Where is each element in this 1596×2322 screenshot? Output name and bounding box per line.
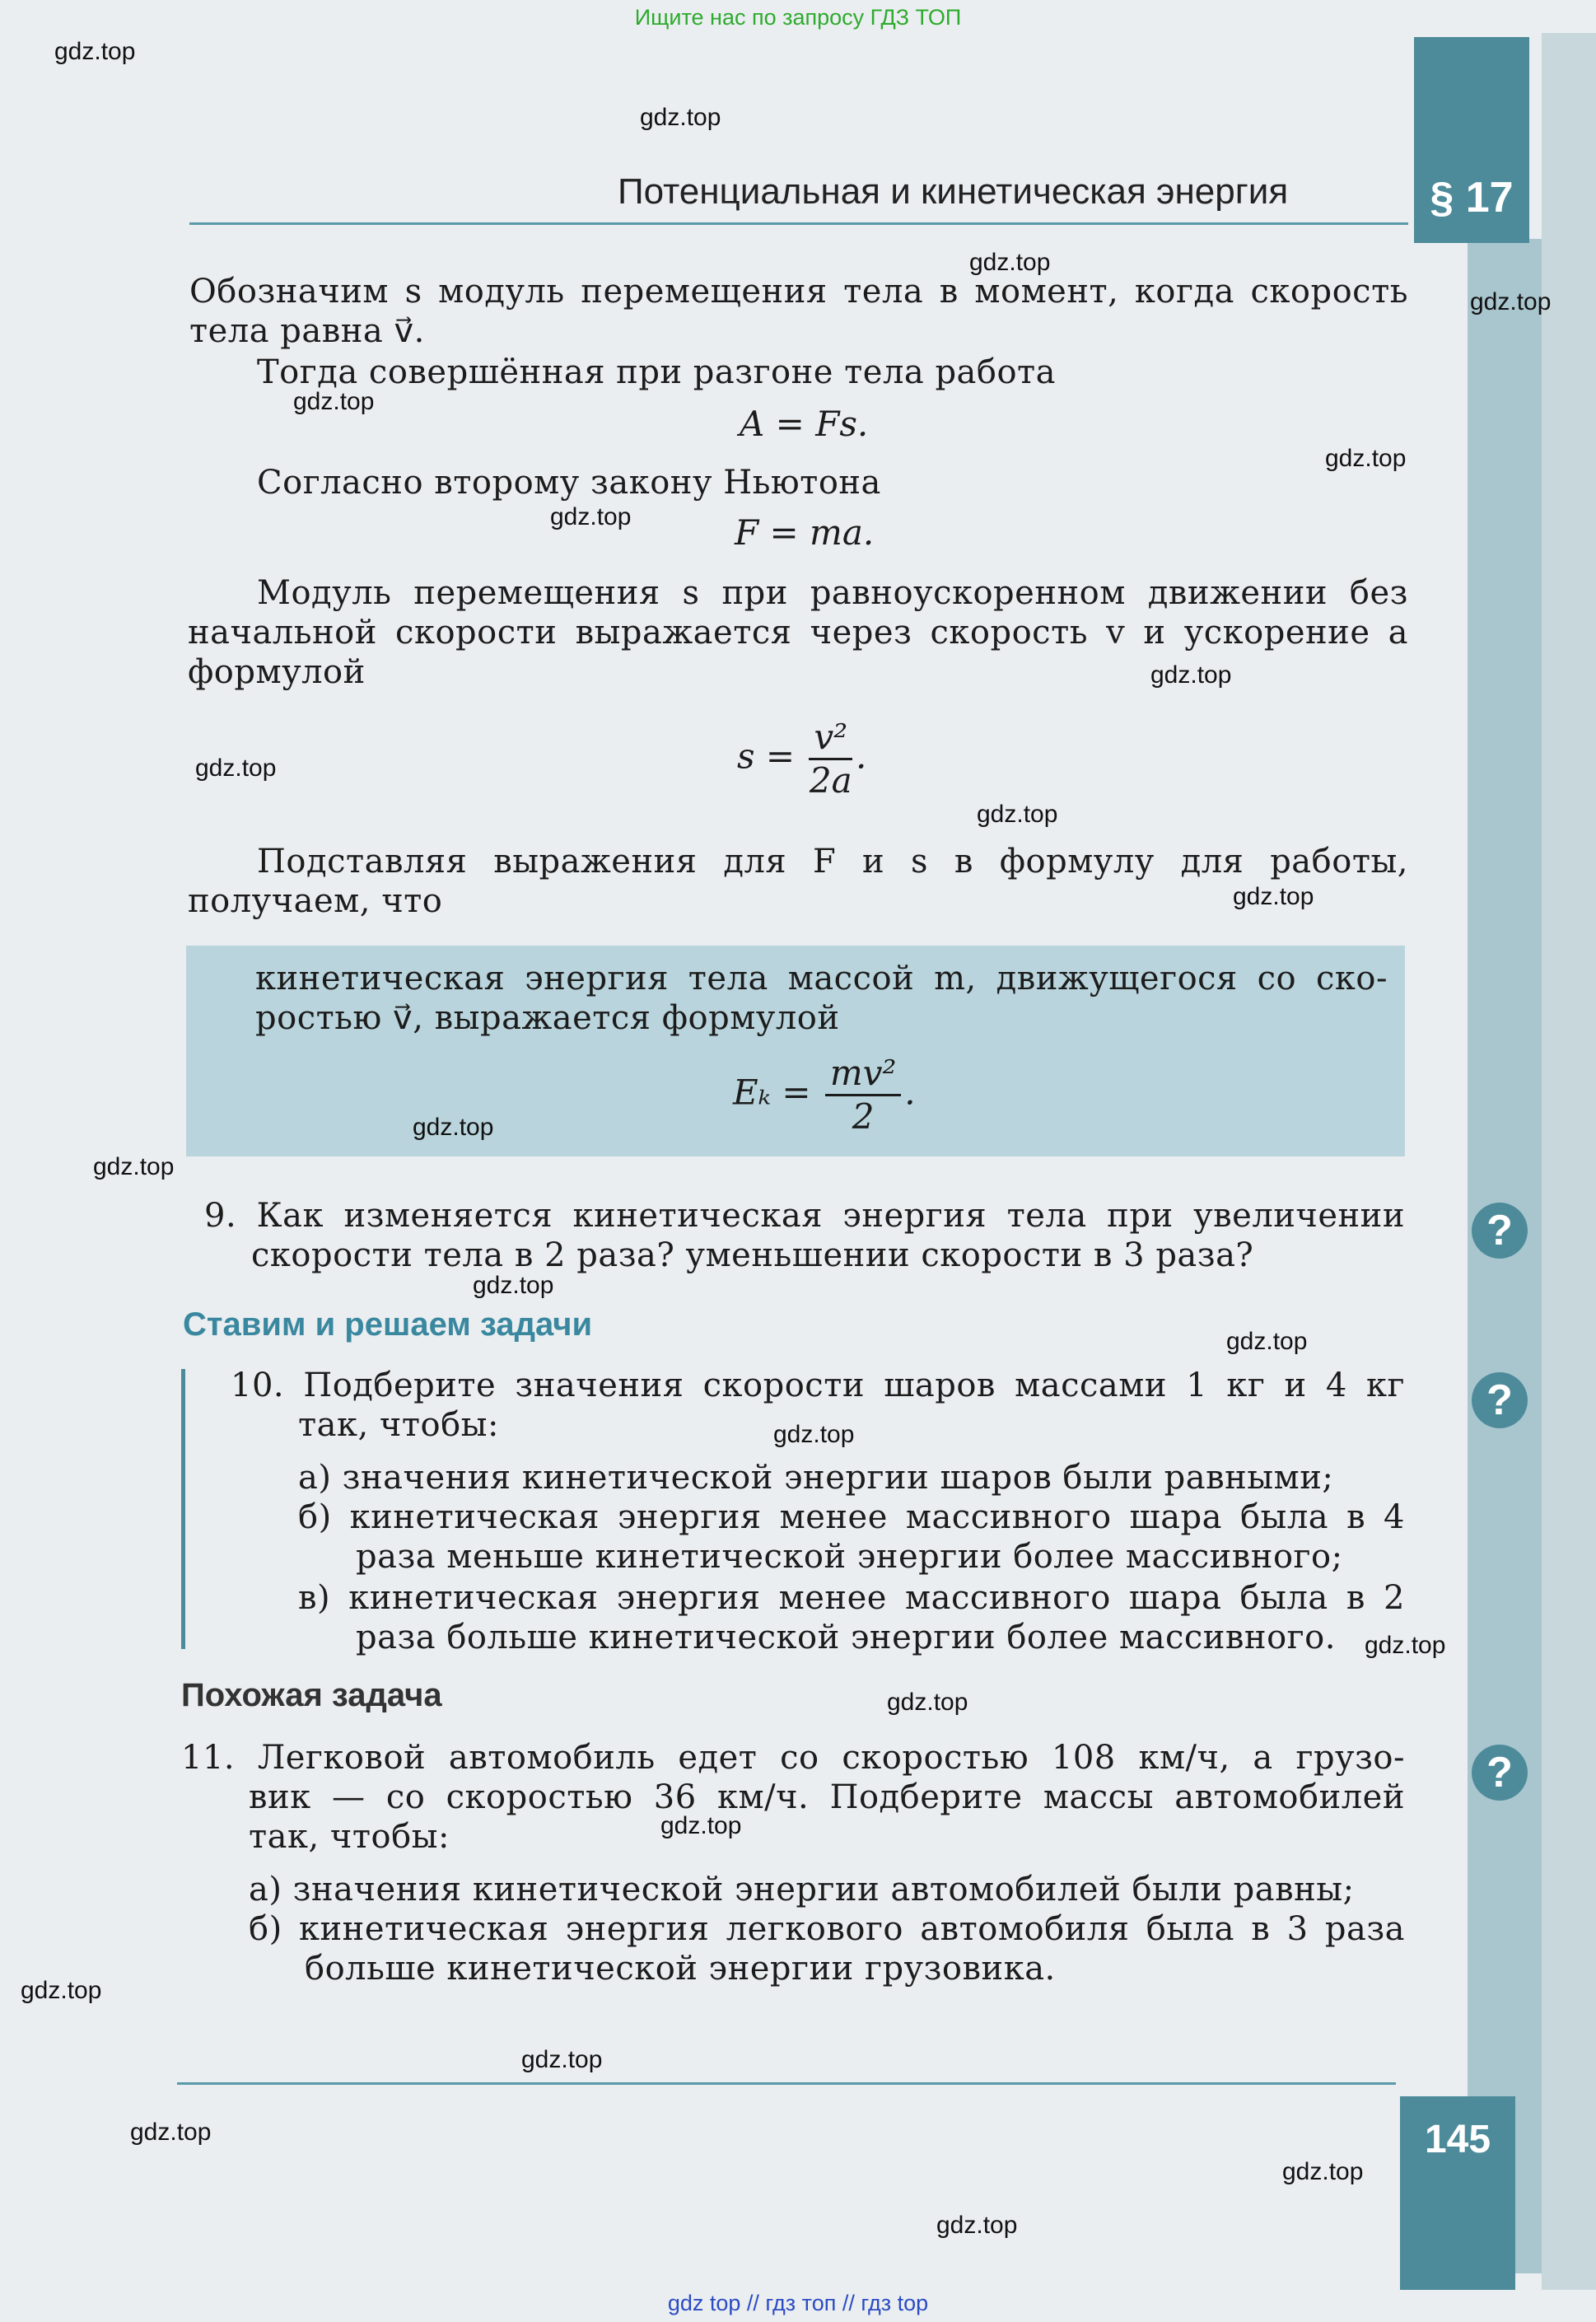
page-number: 145 — [1424, 2118, 1491, 2161]
paragraph-5-line-2: получаем, что — [188, 882, 443, 920]
formula-kinetic-numerator: mv² — [825, 1053, 901, 1096]
watermark: gdz.top — [1233, 883, 1314, 910]
watermark: gdz.top — [1150, 661, 1232, 689]
definition-line-2: ростью v⃗, выражается формулой — [255, 999, 840, 1037]
watermark: gdz.top — [936, 2212, 1018, 2239]
formula-displacement-denominator: 2a — [809, 760, 852, 801]
watermark: gdz.top — [887, 1689, 968, 1716]
watermark: gdz.top — [473, 1272, 554, 1299]
question-10-option-c-line-2: раза больше кинетической энергии более массивного. — [356, 1619, 1336, 1656]
section-title: Потенциальная и кинетическая энергия — [618, 171, 1289, 212]
watermark: gdz.top — [969, 249, 1051, 276]
paragraph-2: Тогда совершённая при разгоне тела работа — [257, 353, 1057, 391]
watermark: gdz.top — [550, 503, 632, 530]
watermark: gdz.top — [1470, 288, 1552, 315]
watermark: gdz.top — [293, 388, 375, 415]
paragraph-3: Согласно второму закону Ньютона — [257, 464, 881, 502]
watermark: gdz.top — [93, 1153, 175, 1180]
formula-newton: F = ma. — [735, 512, 875, 553]
watermark: gdz.top — [54, 38, 136, 65]
watermark: gdz.top — [773, 1421, 855, 1448]
watermark: gdz.top — [21, 1977, 102, 2004]
page-edge — [1542, 33, 1596, 2290]
question-icon-2: ? — [1472, 1372, 1528, 1428]
question-9-line-2: скорости тела в 2 раза? уменьшении скорости в 3 раза? — [251, 1236, 1254, 1274]
paragraph-1-line-1: Обозначим s модуль перемещения тела в момент, когда скорость — [189, 273, 1408, 311]
question-icon-3: ? — [1472, 1745, 1528, 1801]
watermark: gdz.top — [1282, 2158, 1364, 2185]
paragraph-4-line-1: Модуль перемещения s при равноускоренном движении без — [257, 574, 1408, 612]
definition-line-1: кинетическая энергия тела массой m, движущегося со ско- — [255, 960, 1388, 997]
paragraph-number: § 17 — [1430, 174, 1514, 222]
watermark: gdz.top — [413, 1114, 494, 1141]
formula-displacement — [737, 717, 866, 801]
question-11-line-3: так, чтобы: — [249, 1818, 450, 1856]
watermark: gdz.top — [1365, 1632, 1446, 1659]
similar-task-heading: Похожая задача — [181, 1677, 442, 1713]
watermark: gdz.top — [1226, 1328, 1308, 1355]
watermark: gdz.top — [130, 2119, 212, 2146]
formula-work: A = Fs. — [740, 404, 869, 444]
question-11-line-1: 11. Легковой автомобиль едет со скоростью 108 км/ч, а грузо- — [181, 1739, 1405, 1777]
formula-kinetic-energy — [733, 1053, 916, 1138]
formula-kinetic-fraction — [825, 1053, 901, 1138]
question-9-line-1: 9. Как изменяется кинетическая энергия тела при увеличении — [204, 1197, 1405, 1235]
watermark: gdz.top — [977, 801, 1058, 828]
watermark: gdz.top — [640, 104, 721, 131]
question-11-option-a: а) значения кинетической энергии автомобилей были равны; — [249, 1871, 1355, 1909]
footer-rule — [177, 2082, 1396, 2085]
question-10-line-2: так, чтобы: — [298, 1406, 499, 1444]
question-11-option-b-line-2: больше кинетической энергии грузовика. — [305, 1950, 1056, 1988]
paragraph-4-line-2: начальной скорости выражается через скорость v и ускорение a — [188, 614, 1408, 652]
formula-kinetic-denominator: 2 — [852, 1096, 875, 1137]
question-11-option-b-line-1: б) кинетическая энергия легкового автомобиля была в 3 раза — [249, 1910, 1405, 1948]
question-10-option-c-line-1: в) кинетическая энергия менее массивного шара была в 2 — [298, 1579, 1405, 1617]
watermark: gdz.top — [1325, 445, 1407, 472]
paragraph-1-line-2: тела равна v⃗. — [189, 312, 425, 350]
question-icon-1: ? — [1472, 1203, 1528, 1259]
question-10-line-1: 10. Подберите значения скорости шаров массами 1 кг и 4 кг — [231, 1367, 1405, 1404]
tasks-heading: Ставим и решаем задачи — [183, 1306, 593, 1343]
bottom-banner: gdz top // гдз топ // гдз top — [667, 2291, 929, 2315]
question-11-line-2: вик — со скоростью 36 км/ч. Подберите массы автомобилей — [249, 1778, 1405, 1816]
watermark: gdz.top — [660, 1812, 742, 1839]
top-banner: Ищите нас по запросу ГДЗ ТОП — [634, 5, 962, 30]
question-10-option-a: а) значения кинетической энергии шаров были равными; — [298, 1459, 1334, 1497]
header-rule — [189, 222, 1408, 225]
formula-displacement-lhs: s = — [737, 736, 796, 777]
formula-displacement-end: . — [856, 736, 867, 777]
formula-displacement-fraction — [809, 717, 852, 801]
formula-kinetic-lhs: Eₖ = — [733, 1072, 811, 1113]
watermark: gdz.top — [521, 2046, 603, 2073]
paragraph-5-line-1: Подставляя выражения для F и s в формулу для работы, — [257, 843, 1408, 881]
formula-displacement-numerator: v² — [809, 717, 852, 760]
watermark: gdz.top — [195, 755, 277, 782]
question-10-option-b-line-2: раза меньше кинетической энергии более массивного; — [356, 1538, 1343, 1576]
paragraph-4-line-3: формулой — [188, 653, 366, 691]
tasks-bar — [181, 1369, 185, 1649]
question-10-option-b-line-1: б) кинетическая энергия менее массивного шара была в 4 — [298, 1498, 1405, 1536]
formula-kinetic-end: . — [904, 1072, 916, 1113]
